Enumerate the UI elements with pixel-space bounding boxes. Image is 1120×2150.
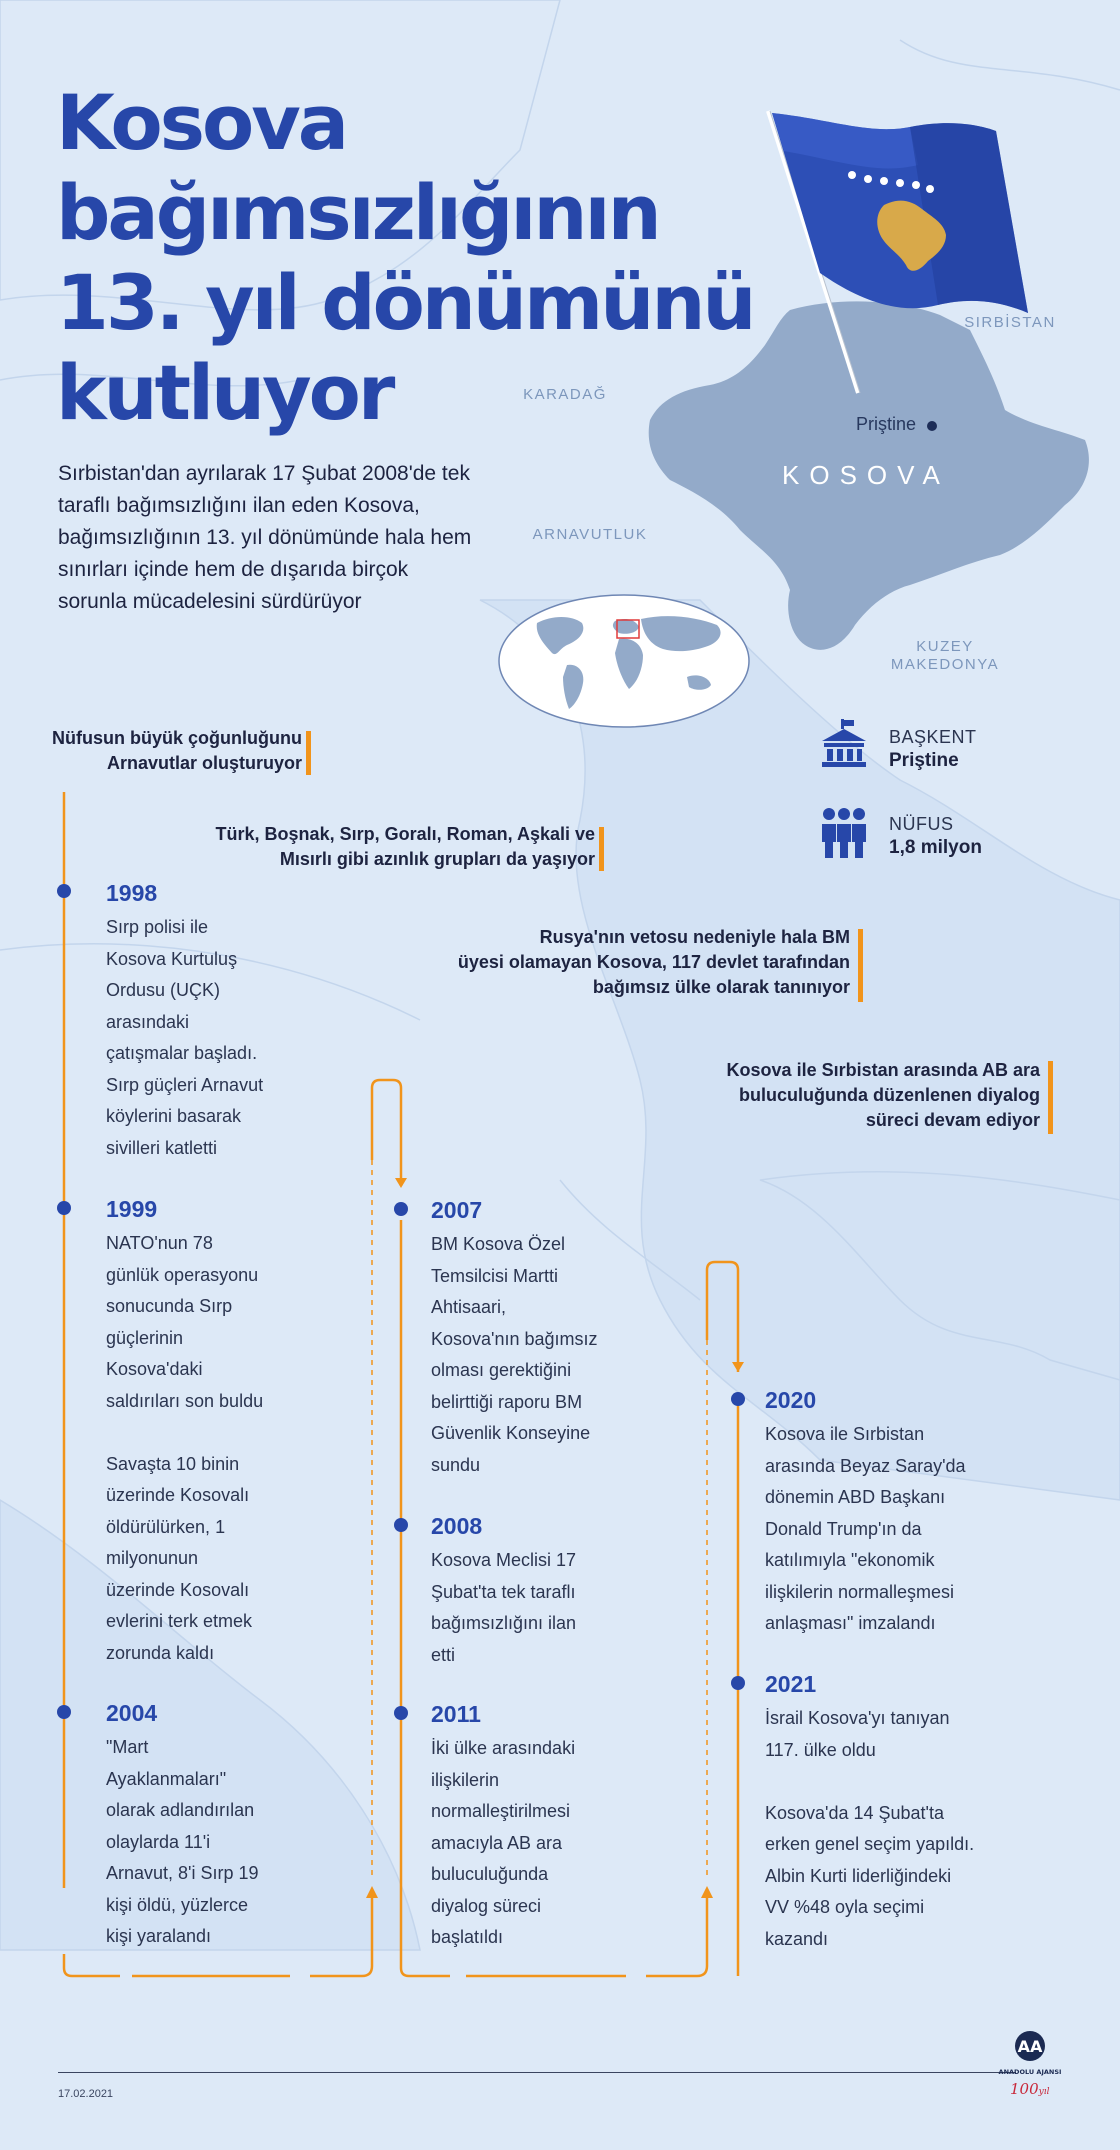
timeline-desc-2011: İki ülke arasındaki ilişkilerin normalleştirilmesi amacıyla AB ara buluculuğunda diyalog süreci başlatıldı bbox=[431, 1738, 576, 1947]
timeline-year-2011: 2011 bbox=[431, 1701, 481, 1727]
footer-divider bbox=[58, 2072, 1016, 2073]
timeline-dot-2008 bbox=[394, 1518, 408, 1532]
note-majority-line-1: Nüfusun büyük çoğunluğunu bbox=[52, 728, 302, 748]
anniversary-mark bbox=[1010, 2080, 1049, 2098]
label-north-macedonia-2: MAKEDONYA bbox=[890, 656, 1000, 673]
timeline-year-2008: 2008 bbox=[431, 1513, 483, 1539]
note-majority-line-2: Arnavutlar oluşturuyor bbox=[106, 753, 302, 773]
map-country-label: KOSOVA bbox=[782, 460, 950, 490]
timeline-dot-2020 bbox=[731, 1392, 745, 1406]
timeline-dot-2007 bbox=[394, 1202, 408, 1216]
logo-letters: AA bbox=[1017, 2037, 1043, 2056]
note-un-line-1: Rusya'nın vetosu nedeniyle hala BM bbox=[539, 927, 850, 947]
label-albania: ARNAVUTLUK bbox=[532, 526, 648, 543]
note-minorities-line-1: Türk, Boşnak, Sırp, Goralı, Roman, Aşkali ve bbox=[215, 824, 595, 844]
timeline-year-2004: 2004 bbox=[106, 1700, 158, 1726]
anniversary-number: 100 bbox=[1010, 2080, 1039, 2098]
label-north-macedonia-1: KUZEY bbox=[916, 638, 974, 655]
footer-date: 17.02.2021 bbox=[58, 2088, 114, 2100]
population-label: NÜFUS bbox=[889, 814, 954, 834]
label-montenegro: KARADAĞ bbox=[523, 386, 607, 403]
timeline-year-1999: 1999 bbox=[106, 1196, 158, 1222]
timeline-dot-2011 bbox=[394, 1706, 408, 1720]
capital-label: BAŞKENT bbox=[889, 727, 977, 747]
title-line-3: 13. yıl dönümünü bbox=[56, 258, 754, 347]
timeline-desc-1998: Sırp polisi ile Kosova Kurtuluş Ordusu (UÇK) arasındaki çatışmalar başladı. Sırp güçleri Arnavut köylerini basarak sivilleri katletti bbox=[106, 917, 264, 1158]
timeline-year-2020: 2020 bbox=[765, 1387, 817, 1413]
timeline-desc-2021: İsrail Kosova'yı tanıyan 117. ülke oldu Kosova'da 14 Şubat'ta erken genel seçim yapıldı. Albin Kurti liderliğindeki VV %48 oyla seçimi kazandı bbox=[765, 1708, 975, 1949]
note-un-line-3: bağımsız ülke olarak tanınıyor bbox=[592, 977, 850, 997]
note-un-line-2: üyesi olamayan Kosova, 117 devlet tarafından bbox=[457, 952, 850, 972]
logo-agency-name: ANADOLU AJANSI bbox=[998, 2068, 1062, 2076]
timeline-dot-2004 bbox=[57, 1705, 71, 1719]
title-line-2: bağımsızlığının bbox=[56, 168, 659, 257]
note-eu-line-1: Kosova ile Sırbistan arasında AB ara bbox=[726, 1060, 1040, 1080]
timeline-year-2021: 2021 bbox=[765, 1671, 817, 1697]
note-eu-line-3: süreci devam ediyor bbox=[865, 1110, 1040, 1130]
label-serbia: SIRBİSTAN bbox=[964, 314, 1056, 331]
title-line-1: Kosova bbox=[56, 78, 347, 167]
timeline-dot-1999 bbox=[57, 1201, 71, 1215]
note-minorities-line-2: Mısırlı gibi azınlık grupları da yaşıyor bbox=[279, 849, 595, 869]
timeline-desc-2007: BM Kosova Özel Temsilcisi Martti Ahtisaari, Kosova'nın bağımsız olması gerektiğini belirttiği raporu BM Güvenlik Konseyine sundu bbox=[431, 1234, 598, 1475]
anniversary-suffix: yıl bbox=[1038, 2087, 1050, 2097]
timeline-year-1998: 1998 bbox=[106, 880, 158, 906]
population-value: 1,8 milyon bbox=[889, 837, 982, 858]
intro-paragraph: Sırbistan'dan ayrılarak 17 Şubat 2008'de tek taraflı bağımsızlığını ilan eden Kosova, bağımsızlığının 13. yıl dönümünde hala hem sınırları içinde hem de dışarıda birçok sorunla mücadelesini sürdürüyor bbox=[58, 462, 472, 613]
timeline-desc-2008: Kosova Meclisi 17 Şubat'ta tek taraflı bağımsızlığını ilan etti bbox=[431, 1550, 577, 1665]
timeline-dot-2021 bbox=[731, 1676, 745, 1690]
timeline-year-2007: 2007 bbox=[431, 1197, 483, 1223]
timeline-desc-1999: NATO'nun 78 günlük operasyonu sonucunda Sırp güçlerinin Kosova'daki saldırıları son buldu Savaşta 10 binin üzerinde Kosovalı öldürülürken, 1 milyonunun üzerinde Kosovalı evlerini terk etmek zorunda kaldı bbox=[106, 1233, 264, 1663]
timeline-desc-2004: "Mart Ayaklanmaları" olarak adlandırılan olaylarda 11'i Arnavut, 8'i Sırp 19 kişi öldü, yüzlerce kişi yaralandı bbox=[106, 1737, 259, 1946]
anadolu-agency-logo bbox=[998, 2030, 1062, 2078]
map-capital-label: Priştine bbox=[856, 414, 917, 434]
timeline-desc-2020: Kosova ile Sırbistan arasında Beyaz Saray'da dönemin ABD Başkanı Donald Trump'ın da katılımıyla "ekonomik ilişkilerin normalleşmesi anlaşması" imzalandı bbox=[765, 1424, 966, 1633]
capital-value: Priştine bbox=[889, 750, 959, 771]
note-eu-line-2: buluculuğunda düzenlenen diyalog bbox=[739, 1085, 1040, 1105]
title-line-4: kutluyor bbox=[56, 348, 393, 437]
timeline-dot-1998 bbox=[57, 884, 71, 898]
